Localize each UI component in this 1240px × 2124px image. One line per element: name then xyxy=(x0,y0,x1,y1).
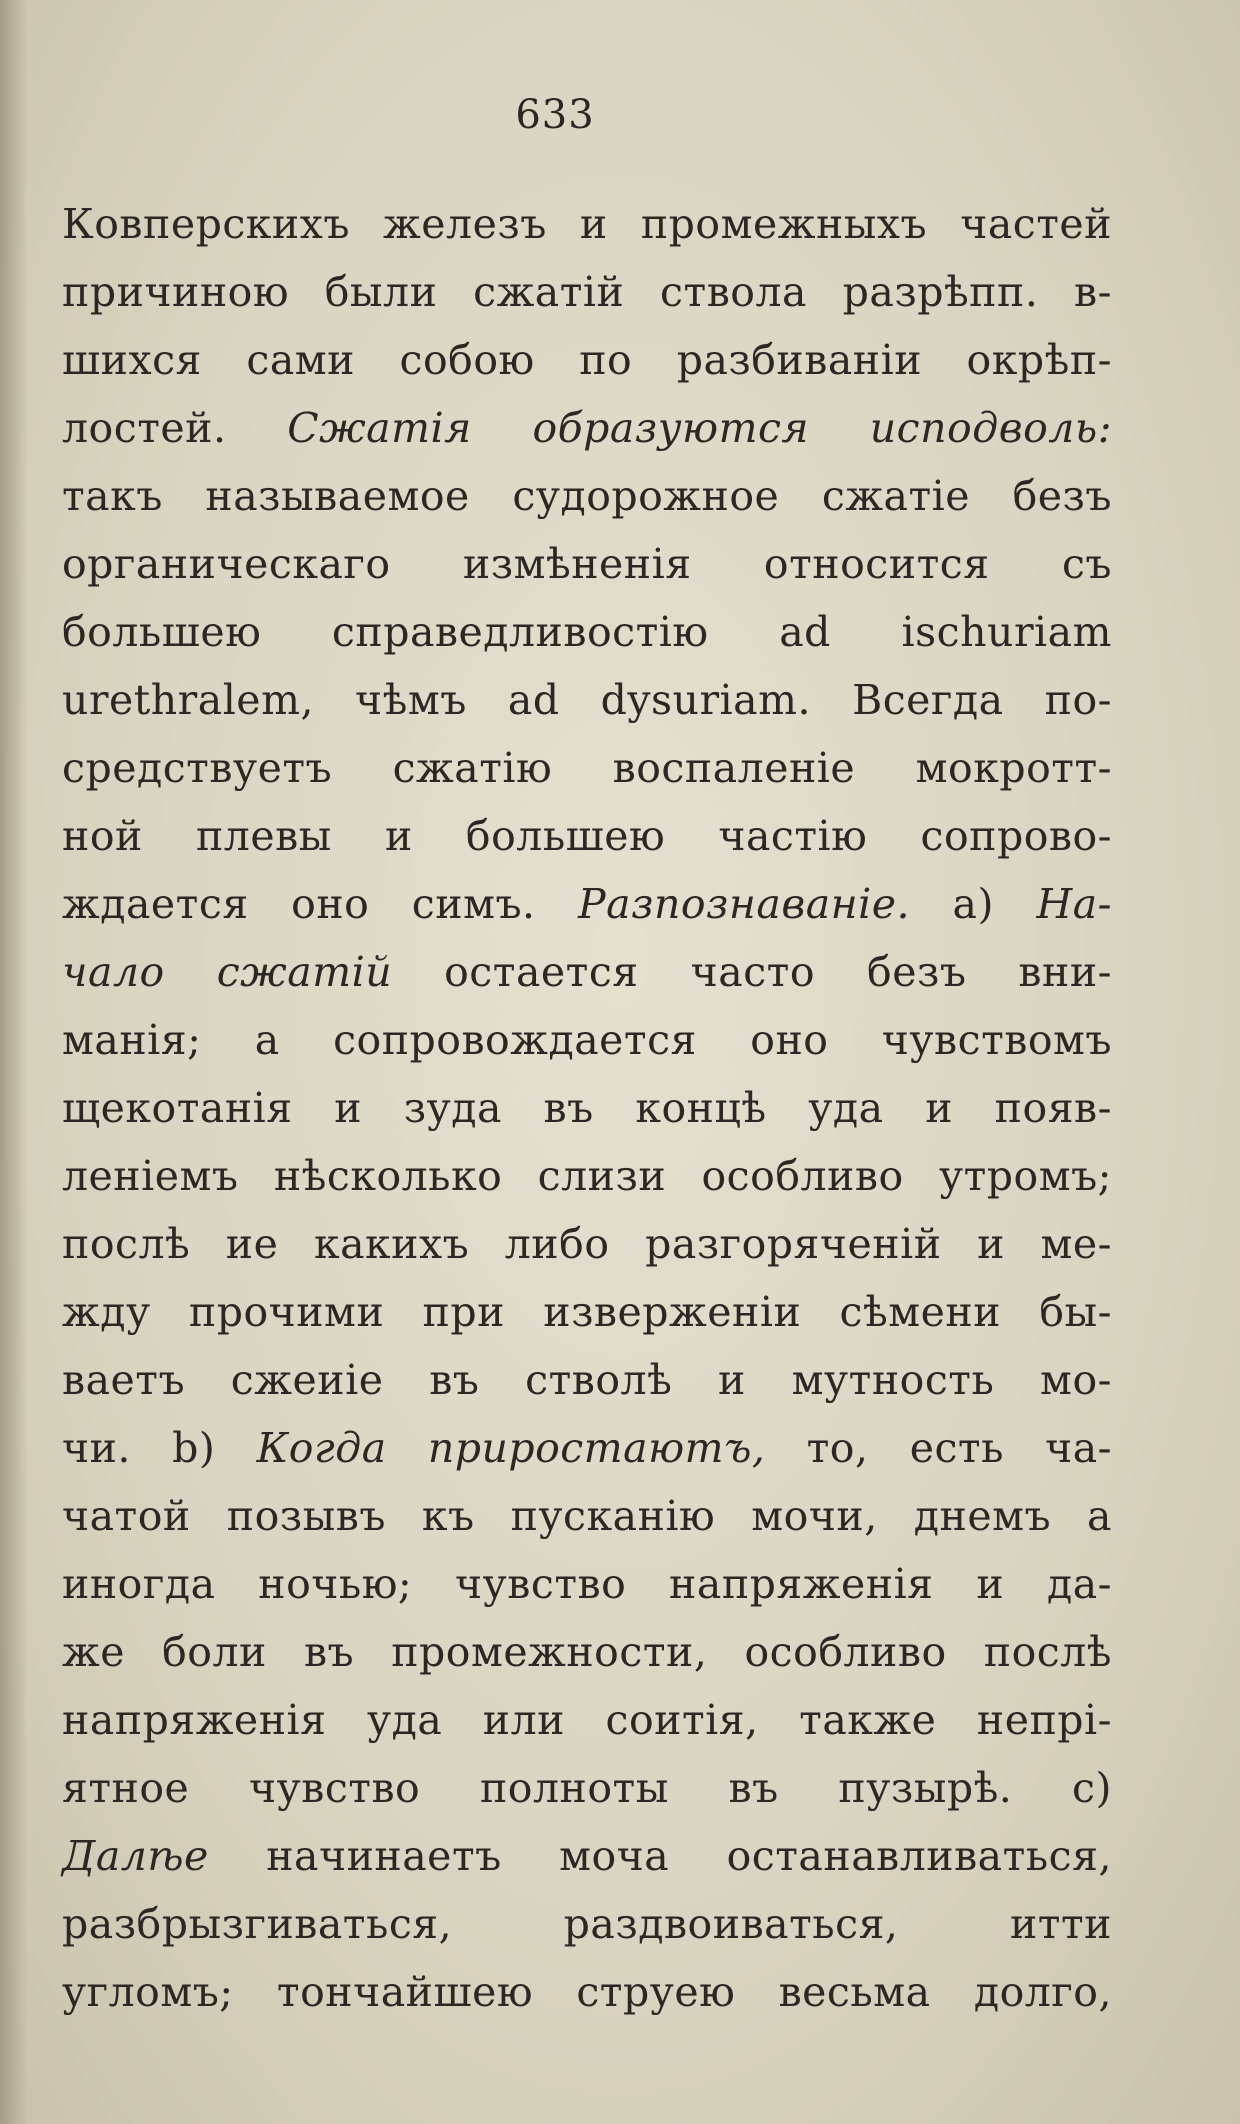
text-line xyxy=(62,1754,1112,1822)
text-span: Ковперскихъ железъ и промежныхъ частей xyxy=(62,200,1112,248)
text-span: напряженія уда или соитія, также непрі- xyxy=(62,1696,1112,1744)
text-span: органическаго измѣненія относится съ xyxy=(62,540,1112,588)
text-line xyxy=(62,870,1112,938)
text-line xyxy=(62,1550,1112,1618)
text-line xyxy=(62,1142,1112,1210)
text-span: a) xyxy=(910,880,1037,928)
text-line xyxy=(62,326,1112,394)
text-span: ждается оно симъ. xyxy=(62,880,579,928)
text-line xyxy=(62,666,1112,734)
text-line xyxy=(62,1074,1112,1142)
text-span: средствуетъ сжатію воспаленіе мокротт- xyxy=(62,744,1112,792)
text-span: угломъ; тончайшею струею весьма долго, xyxy=(62,1968,1112,2016)
text-span: леніемъ нѣсколько слизи особливо утромъ; xyxy=(62,1152,1112,1200)
text-span: лостей. xyxy=(62,404,288,452)
text-line xyxy=(62,190,1112,258)
text-line xyxy=(62,938,1112,1006)
text-line xyxy=(62,1822,1112,1890)
text-span: большею справедливостію ad ischuriam xyxy=(62,608,1112,656)
text-span: шихся сами собою по разбиваніи окрѣп- xyxy=(62,336,1112,384)
text-span: щекотанія и зуда въ концѣ уда и появ- xyxy=(62,1084,1112,1132)
italic-text: На- xyxy=(1036,880,1112,928)
text-line xyxy=(62,1482,1112,1550)
text-span: же боли въ промежности, особливо послѣ xyxy=(62,1628,1112,1676)
text-line xyxy=(62,530,1112,598)
text-line xyxy=(62,1346,1112,1414)
text-span: чатой позывъ къ пусканію мочи, днемъ а xyxy=(62,1492,1112,1540)
text-line xyxy=(62,1618,1112,1686)
text-line xyxy=(62,258,1112,326)
text-span: ваетъ сжеиіе въ стволѣ и мутность мо- xyxy=(62,1356,1112,1404)
italic-text: Далѣе xyxy=(62,1832,209,1880)
text-span: разбрызгиваться, раздвоиваться, итти xyxy=(62,1900,1112,1948)
italic-text: Разпознаваніе. xyxy=(578,880,911,928)
text-span: ятное чувство полноты въ пузырѣ. c) xyxy=(62,1764,1112,1812)
text-span: начинаетъ моча останавливаться, xyxy=(208,1832,1112,1880)
page-edge-shadow xyxy=(0,0,28,2124)
text-span: причиною были сжатій ствола разрѣпп. в- xyxy=(62,268,1112,316)
text-line xyxy=(62,734,1112,802)
text-line xyxy=(62,802,1112,870)
text-line xyxy=(62,598,1112,666)
italic-text: Когда приростаютъ, xyxy=(256,1424,766,1472)
text-line xyxy=(62,1414,1112,1482)
text-line xyxy=(62,1278,1112,1346)
text-span: послѣ ие какихъ либо разгоряченій и ме- xyxy=(62,1220,1112,1268)
text-span: жду прочими при изверженіи сѣмени бы- xyxy=(62,1288,1112,1336)
text-span: чи. b) xyxy=(62,1424,257,1472)
text-line xyxy=(62,1210,1112,1278)
text-span: ной плевы и большею частію сопрово- xyxy=(62,812,1112,860)
italic-text: чало сжатій xyxy=(62,948,393,996)
page-number: 633 xyxy=(515,92,595,138)
text-line xyxy=(62,394,1112,462)
italic-text: Сжатія образуются исподволь: xyxy=(287,404,1113,452)
text-line xyxy=(62,1958,1112,2026)
text-span: манія; а сопровождается оно чувствомъ xyxy=(62,1016,1112,1064)
text-span: остается часто безъ вни- xyxy=(392,948,1112,996)
text-line xyxy=(62,1686,1112,1754)
text-span: то, есть ча- xyxy=(765,1424,1113,1472)
text-span: такъ называемое судорожное сжатіе безъ xyxy=(62,472,1112,520)
text-span: urethralem, чѣмъ ad dysuriam. Всегда по- xyxy=(62,676,1112,724)
text-line xyxy=(62,1890,1112,1958)
text-line xyxy=(62,1006,1112,1074)
text-span: иногда ночью; чувство напряженія и да- xyxy=(62,1560,1112,1608)
body-text xyxy=(62,190,1112,2026)
text-line xyxy=(62,462,1112,530)
